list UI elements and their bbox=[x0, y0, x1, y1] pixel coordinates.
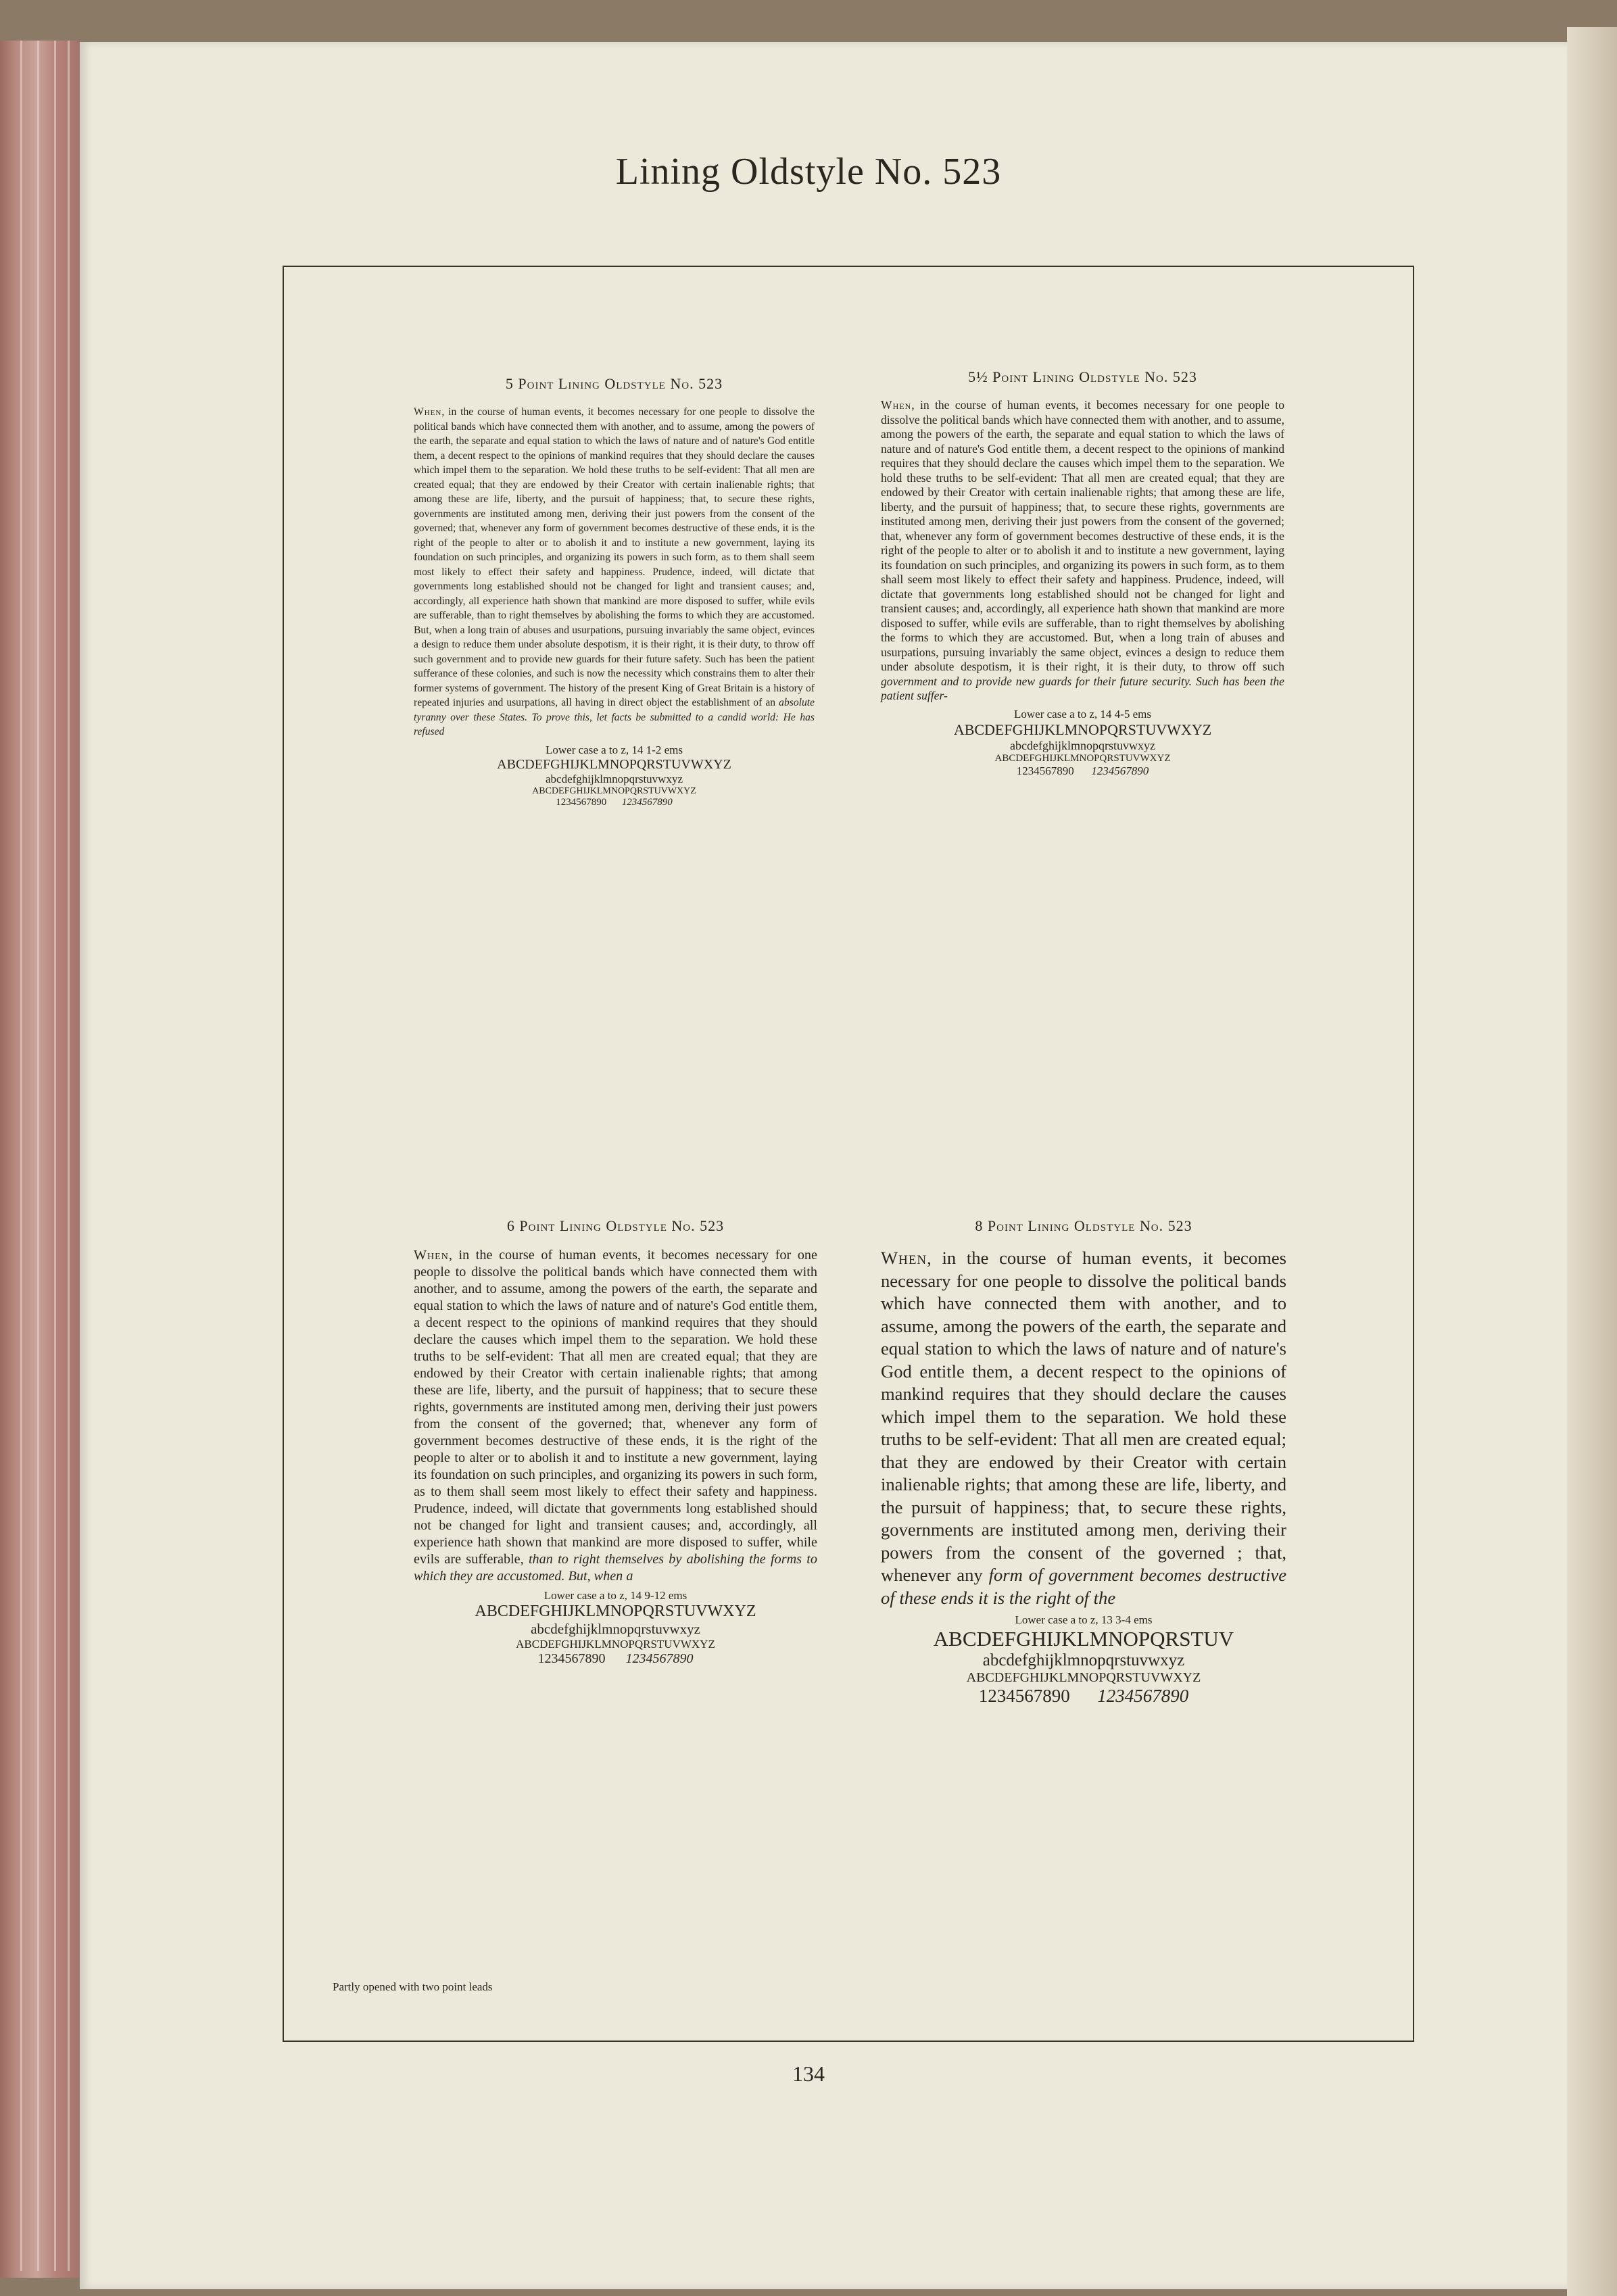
caps-alphabet: ABCDEFGHIJKLMNOPQRSTUVWXYZ bbox=[475, 1603, 756, 1620]
lower-case-note: Lower case a to z, 14 1-2 ems bbox=[546, 743, 683, 756]
caps-alphabet: ABCDEFGHIJKLMNOPQRSTUVWXYZ bbox=[953, 720, 1212, 738]
lower-case-note: Lower case a to z, 14 9-12 ems bbox=[544, 1589, 687, 1602]
small-caps-alphabet: ABCDEFGHIJKLMNOPQRSTUVWXYZ bbox=[516, 1638, 715, 1651]
lead-word: When bbox=[881, 1248, 927, 1268]
lead-word: When bbox=[414, 1248, 449, 1263]
specimen-body bbox=[414, 1247, 817, 1585]
italic-figures: 1234567890 bbox=[625, 1651, 694, 1666]
footnote: Partly opened with two point leads bbox=[333, 1980, 493, 1993]
body-text: , in the course of human events, it becomes necessary for one people to dissolve the political bands which have connected them with another, and to assume, among the powers of the earth, the separate and equal station to which the laws of nature and of nature's God entitle them, a decent respect to the opinions of mankind requires that they should declare the causes which impel them to the separation. We hold these truths to be self-evident: That all men are created equal; that they are endowed by their Creator with certain inalienable rights; that among these are life, liberty, and the pursuit of happiness; that, to secure these rights, governments are instituted among men, deriving their just powers from the consent of the governed; that, whenever any form of government becomes destructive of these ends, it is the right of the people to alter or to abolish it and to institute a new government, laying its foundation on such principles, and organizing its powers in such form, as to them shall seem most likely to effect their safety and happiness. Prudence, indeed, will dictate that governments long established should not be changed for light and transient causes; and, accordingly, all experience hath shown that mankind are more disposed to suffer, while evils are sufferable, than to right themselves by abolishing the forms to which they are accustomed. But, when a long train of abuses and usurpations, pursuing invariably the same object, evinces a design to reduce them under absolute despotism, it is their right, it is their duty, to throw off such government and to provide new guards for their future safety. Such has been the patient sufferance of these colonies, and such is now the necessity which constrains them to alter their former systems of government. The history of the present King of Great Britain is a history of repeated injuries and usurpations, all having in direct object the establishment of an bbox=[414, 406, 815, 708]
specimen-body bbox=[881, 398, 1284, 704]
specimen-heading: 8 Point Lining Oldstyle No. 523 bbox=[975, 1217, 1192, 1234]
body-italic: form of government becomes destructive of these ends it is the right of the bbox=[881, 1565, 1286, 1608]
figures-row bbox=[414, 797, 815, 808]
roman-figures: 1234567890 bbox=[537, 1651, 606, 1666]
lower-case-note: Lower case a to z, 13 3-4 ems bbox=[1015, 1613, 1153, 1626]
lowercase-alphabet: abcdefghijklmnopqrstuvwxyz bbox=[531, 1621, 700, 1637]
italic-figures: 1234567890 bbox=[1097, 1686, 1189, 1706]
roman-figures: 1234567890 bbox=[556, 796, 607, 808]
small-caps-alphabet: ABCDEFGHIJKLMNOPQRSTUVWXYZ bbox=[994, 752, 1171, 764]
roman-figures: 1234567890 bbox=[978, 1686, 1070, 1706]
body-italic: absolute tyranny over these States. To prove this, let facts be submitted to a candid world: He has refused bbox=[414, 697, 815, 737]
lead-word: When bbox=[881, 398, 912, 412]
body-text: , in the course of human events, it becomes necessary for one people to dissolve the political bands which have connected them with another, and to assume, among the powers of the earth, the separate and equal station to which the laws of nature and of nature's God entitle them, a decent respect to the opinions of mankind requires that they should declare the causes which impel them to the separation. We hold these truths to be self-evident: That all men are created equal; that they are endowed by their Creator with certain inalienable rights; that among these are life, liberty, and the pursuit of happiness; that to secure these rights, governments are instituted among men, deriving their just powers from the consent of the governed; that, whenever any form of government becomes destructive of these ends, it is the right of the people to alter or to abolish it and to institute a new government, laying its foundation on such principles, and organizing its powers in such form, as to them shall seem most likely to effect their safety and happiness. Prudence, indeed, will dictate that governments long established should not be changed for light and transient causes; and, accordingly, all experience hath shown that mankind are more disposed to suffer, while evils are sufferable, bbox=[414, 1248, 817, 1567]
page-title: Lining Oldstyle No. 523 bbox=[615, 151, 1002, 193]
page-number: 134 bbox=[792, 2061, 825, 2086]
lower-case-note: Lower case a to z, 14 4-5 ems bbox=[1014, 707, 1151, 720]
lead-word: When bbox=[414, 406, 442, 418]
specimen-5pt bbox=[414, 375, 815, 808]
body-italic: government and to provide new guards for their future security. Such has been the patient suffer- bbox=[881, 674, 1284, 702]
specimen-8pt bbox=[881, 1217, 1286, 1707]
body-text: , in the course of human events, it becomes necessary for one people to dissolve the political bands which have connected them with another, and to assume, among the powers of the earth, the separate and equal station to which the laws of nature and of nature's God entitle them, a decent respect to the opinions of mankind requires that they should declare the causes which impel them to the separation. We hold these truths to be self-evident: That all men are created equal; that they are endowed by their Creator with certain inalienable rights; that among these are life, liberty, and the pursuit of happiness; that, to secure these rights, governments are instituted among men, deriving their just powers from the consent of the governed; that, whenever any form of government becomes destructive of these ends, it is the right of the people to alter or to abolish it and to institute a new government, laying its foundation on such principles, and organizing its powers in such form, as to them shall seem most likely to effect their safety and happiness. Prudence, indeed, will dictate that governments long established should not be changed for light and transient causes; and, accordingly, all experience hath shown that mankind are more disposed to suffer, while evils are sufferable, than to right themselves by abolishing the forms to which they are accustomed. But, when a long train of abuses and usurpations, pursuing invariably the same object, evinces a design to reduce them under absolute despotism, it is their right, it is their duty, to throw off such bbox=[881, 398, 1284, 673]
caps-alphabet: ABCDEFGHIJKLMNOPQRSTUVWXYZ bbox=[497, 756, 731, 772]
figures-row bbox=[881, 1686, 1286, 1707]
specimen-body bbox=[414, 405, 815, 739]
next-page-edge bbox=[1567, 27, 1617, 2296]
italic-figures: 1234567890 bbox=[621, 796, 673, 808]
lowercase-alphabet: abcdefghijklmnopqrstuvwxyz bbox=[982, 1651, 1185, 1669]
figures-row bbox=[414, 1651, 817, 1667]
body-text: , in the course of human events, it becomes necessary for one people to dissolve the political bands which have connected them with another, and to assume, among the powers of the earth, the separate and equal station to which the laws of nature and of nature's God entitle them, a decent respect to the opinions of mankind requires that they should declare the causes which impel them to the separation. We hold these truths to be self-evident: That all men are created equal; that they are endowed by their Creator with certain inalienable rights; that among these are life, liberty, and the pursuit of happiness; that, to secure these rights, governments are instituted among men, deriving their powers from the consent of the governed ; that, whenever any bbox=[881, 1248, 1286, 1585]
page-stack-line bbox=[54, 41, 56, 2271]
specimen-heading: 5½ Point Lining Oldstyle No. 523 bbox=[968, 368, 1197, 385]
figures-row bbox=[881, 764, 1284, 778]
italic-figures: 1234567890 bbox=[1091, 764, 1149, 777]
lowercase-alphabet: abcdefghijklmnopqrstuvwxyz bbox=[1010, 738, 1155, 752]
specimen-heading: 5 Point Lining Oldstyle No. 523 bbox=[505, 375, 723, 392]
body-italic: than to right themselves by abolishing the forms to which they are accustomed. But, when a bbox=[414, 1552, 817, 1584]
specimen-6pt bbox=[414, 1217, 817, 1667]
small-caps-alphabet: ABCDEFGHIJKLMNOPQRSTUVWXYZ bbox=[966, 1670, 1201, 1685]
small-caps-alphabet: ABCDEFGHIJKLMNOPQRSTUVWXYZ bbox=[532, 785, 696, 796]
roman-figures: 1234567890 bbox=[1016, 764, 1074, 777]
lowercase-alphabet: abcdefghijklmnopqrstuvwxyz bbox=[545, 772, 683, 785]
specimen-5-5pt bbox=[881, 368, 1284, 778]
page-stack-line bbox=[68, 41, 70, 2271]
caps-alphabet: ABCDEFGHIJKLMNOPQRSTUV bbox=[933, 1627, 1234, 1651]
specimen-heading: 6 Point Lining Oldstyle No. 523 bbox=[506, 1217, 725, 1234]
page-stack-line bbox=[37, 41, 39, 2271]
page-stack-line bbox=[20, 41, 22, 2271]
specimen-body bbox=[881, 1247, 1286, 1609]
